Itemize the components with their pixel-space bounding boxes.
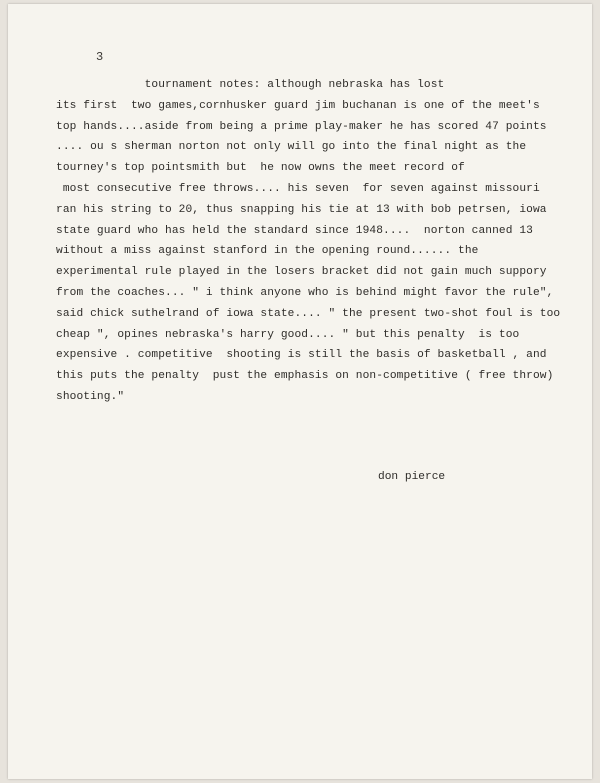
text-line: tournament notes: although nebraska has lost (56, 79, 445, 91)
text-line: ran his string to 20, thus snapping his tie at 13 with bob petrsen, iowa (56, 203, 547, 216)
text-line: from the coaches... " i think anyone who is behind might favor the rule", (56, 286, 554, 299)
text-line: most consecutive free throws.... his seven for seven against missouri (56, 182, 540, 195)
author-signature: don pierce (378, 471, 446, 483)
text-line: experimental rule played in the losers bracket did not gain much suppory (56, 266, 547, 279)
text-line: cheap ", opines nebraska's harry good.... " but this penalty is too (56, 328, 520, 341)
text-line: tourney's top pointsmith but he now owns the meet record of (56, 162, 465, 175)
text-line: this puts the penalty pust the emphasis on non-competitive ( free throw) (56, 370, 554, 383)
text-line: its first two games,cornhusker guard jim buchanan is one of the meet's (56, 99, 540, 112)
typed-page (8, 4, 592, 779)
text-line: state guard who has held the standard since 1948.... norton canned 13 (56, 224, 533, 237)
text-line: top hands....aside from being a prime play-maker he has scored 47 points (56, 120, 547, 133)
text-line: shooting." (56, 390, 125, 403)
text-line: expensive . competitive shooting is still the basis of basketball , and (56, 349, 547, 362)
text-line: said chick suthelrand of iowa state.... " the present two-shot foul is too (56, 307, 561, 320)
text-line: without a miss against stanford in the opening round...... the (56, 245, 479, 258)
text-line: .... ou s sherman norton not only will go into the final night as the (56, 141, 527, 154)
typed-body (56, 75, 586, 408)
page-number: 3 (96, 50, 104, 64)
